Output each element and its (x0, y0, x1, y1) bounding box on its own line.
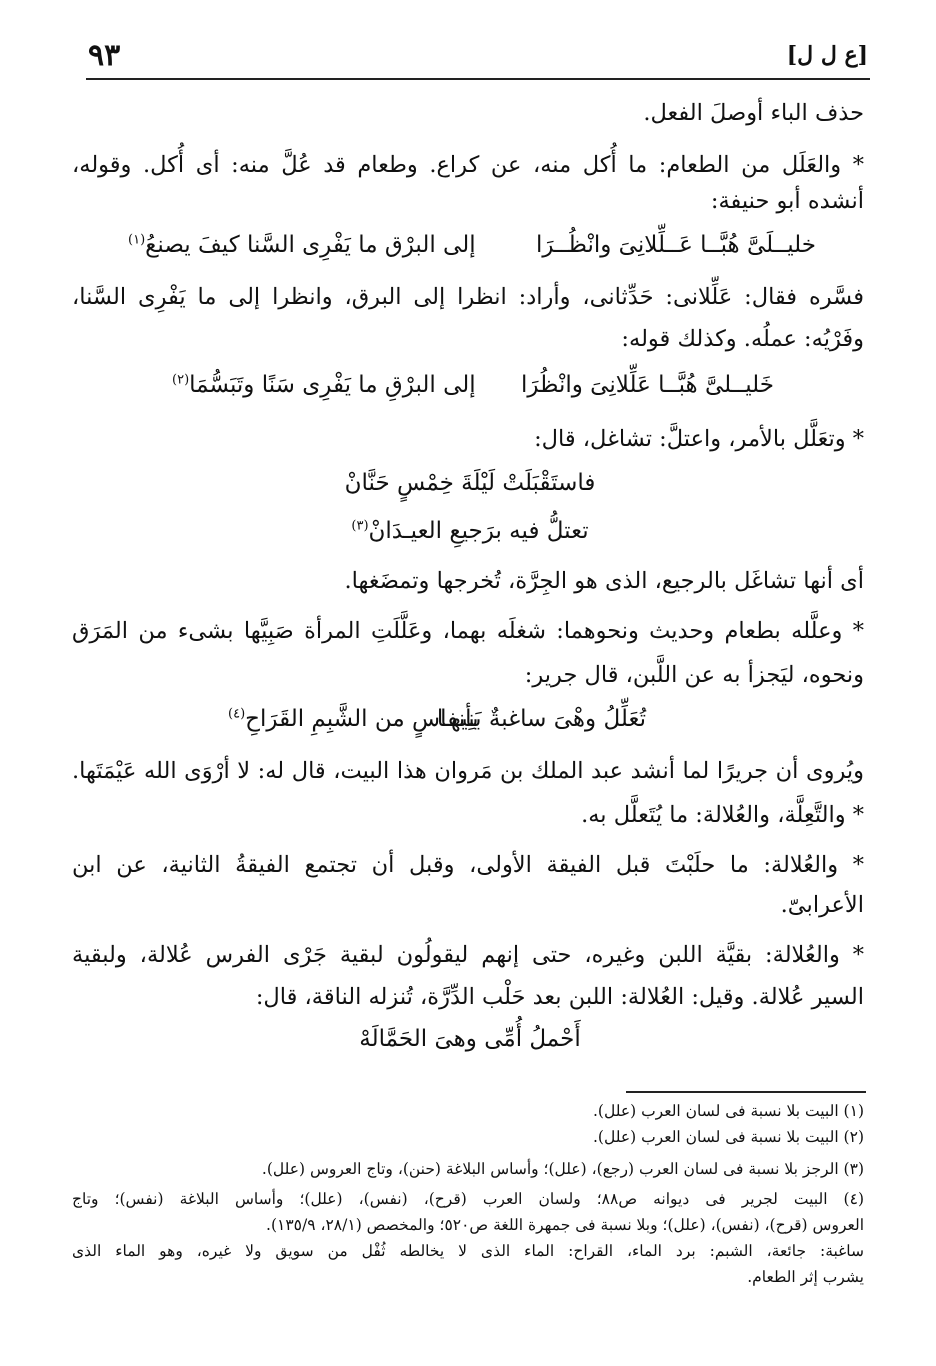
paragraph-line: * والتَّعِلَّة، والعُلالة: ما يُتَعلَّل به. (581, 802, 864, 828)
paragraph-line: * والعُلالة: ما حلَبْتَ قبل الفيقة الأولى، وقبل أن تجتمع الفيقةُ الثانية، عن ابن (72, 852, 864, 878)
footnote: (١) البيت بلا نسبة فى لسان العرب (علل). (593, 1102, 864, 1120)
paragraph-line: أى أنها تشاغَل بالرجيع، الذى هو الجِرَّة، تُخرجها وتمضَغها. (344, 568, 864, 594)
paragraph-line: وفَرْيُه: عملُه. وكذلك قوله: (621, 326, 864, 352)
verse-4-second-hemistich: بأنفاسٍ من الشَّبِمِ القَرَاحِ$^{(٤)}$ (228, 706, 479, 732)
paragraph-line: * والعَلَل من الطعام: ما أُكل منه، عن كراع. وطعام قد عُلَّ منه: أى أُكل. وقوله، (72, 152, 864, 178)
footnote: يشرب إثر الطعام. (747, 1268, 864, 1286)
footnote: ساغبة: جائعة، الشبم: برد الماء، القراح: الماء الذى لا يخالطه ثُفْل من سويق ولا غيره، وهو الماء الذى (72, 1242, 864, 1260)
page-header (88, 38, 868, 78)
paragraph-line: فسَّره فقال: عَلِّلانى: حَدِّثانى، وأراد: انظرا إلى البرق، وانظرا إلى ما يَفْرِى السَّنا، (72, 284, 864, 310)
paragraph-line: ونحوه، ليَجزأ به عن اللَّبن، قال جرير: (524, 662, 864, 688)
paragraph-line: حذف الباء أوصلَ الفعل. (643, 100, 864, 126)
paragraph-line: ويُروى أن جريرًا لما أنشد عبد الملك بن مَروان هذا البيت، قال له: لا أرْوَى الله عَيْمَتَها. (72, 758, 864, 784)
verse-2-second-hemistich: إلى البرْقِ ما يَفْرِى سَنًا وتَبَسُّمَا$^{(٢)}$ (172, 372, 476, 398)
paragraph-line: الأعرابىّ. (780, 892, 864, 918)
footnote: (٤) البيت لجرير فى ديوانه ص٨٨؛ ولسان العرب (قرح)، (نفس)، (علل)؛ وأساس البلاغة (نفس)؛ وتاج (72, 1190, 864, 1208)
header-rule (86, 78, 870, 80)
footnote-ref: (١) (128, 232, 146, 248)
rajaz-line-1: فاستَقْبَلَتْ لَيْلَةَ خِمْسٍ حَنَّانْ (344, 470, 596, 496)
footnote-ref: (٣) (351, 518, 369, 534)
footnote: (٣) الرجز بلا نسبة فى لسان العرب (رجع)، (علل)؛ وأساس البلاغة (حنن)، وتاج العروس (علل). (261, 1160, 864, 1178)
footnote: العروس (قرح)، (نفس)، (علل)؛ وبلا نسبة فى جمهرة اللغة ص٥٢٠؛ والمخصص (٢٨/١، ١٣٥/٩). (266, 1216, 864, 1234)
paragraph-line: * وتعَلَّل بالأمر، واعتلَّ: تشاغل، قال: (534, 426, 864, 452)
footnote-rule (626, 1091, 866, 1093)
page-number: ٩٣ (88, 38, 121, 73)
paragraph-line: أنشده أبو حنيفة: (710, 188, 864, 214)
verse-1-first-hemistich: خليــلَىَّ هُبَّــا عَــلِّلانِىَ وانْظُــرَا (536, 232, 816, 258)
verse-1-second-hemistich: إلى البرْق ما يَفْرِى السَّنا كيفَ يصنعُ$^{(١)}$ (128, 232, 476, 258)
verse-4-first-hemistich: تُعَلِّلُ وهْىَ ساغبةٌ بَنِيهـا (436, 706, 646, 732)
root-letters-label: [ع ل ل] (786, 42, 868, 68)
paragraph-line: السير عُلالة. وقيل: العُلالة: اللبن بعد حَلْب الدِّرَّة، تُنزله الناقة، قال: (255, 984, 864, 1010)
rajaz-line-final: أَحْملُ أُمِّى وهىَ الحَمَّالَهْ (359, 1026, 581, 1052)
verse-2-first-hemistich: خَليــلىَّ هُبَّــا عَلِّلانِىَ وانْظُرَا (521, 372, 774, 398)
paragraph-line: * وعلَّله بطعام وحديث ونحوهما: شغلَه بهما، وعَلَّلَتِ المرأة صَبِيَّها بشىء من المَرَق (72, 618, 864, 644)
paragraph-line: * والعُلالة: بقيَّة اللبن وغيره، حتى إنهم ليقولُون لبقية جَرْى الفرس عُلالة، ولبقية (72, 942, 864, 968)
footnote-ref: (٢) (172, 372, 190, 388)
footnote: (٢) البيت بلا نسبة فى لسان العرب (علل). (593, 1128, 864, 1146)
rajaz-line-2: تعتلُّ فيه برَجيعِ العيـدَانْ$^{(٣)}$ (351, 518, 589, 544)
footnote-ref: (٤) (228, 706, 246, 722)
